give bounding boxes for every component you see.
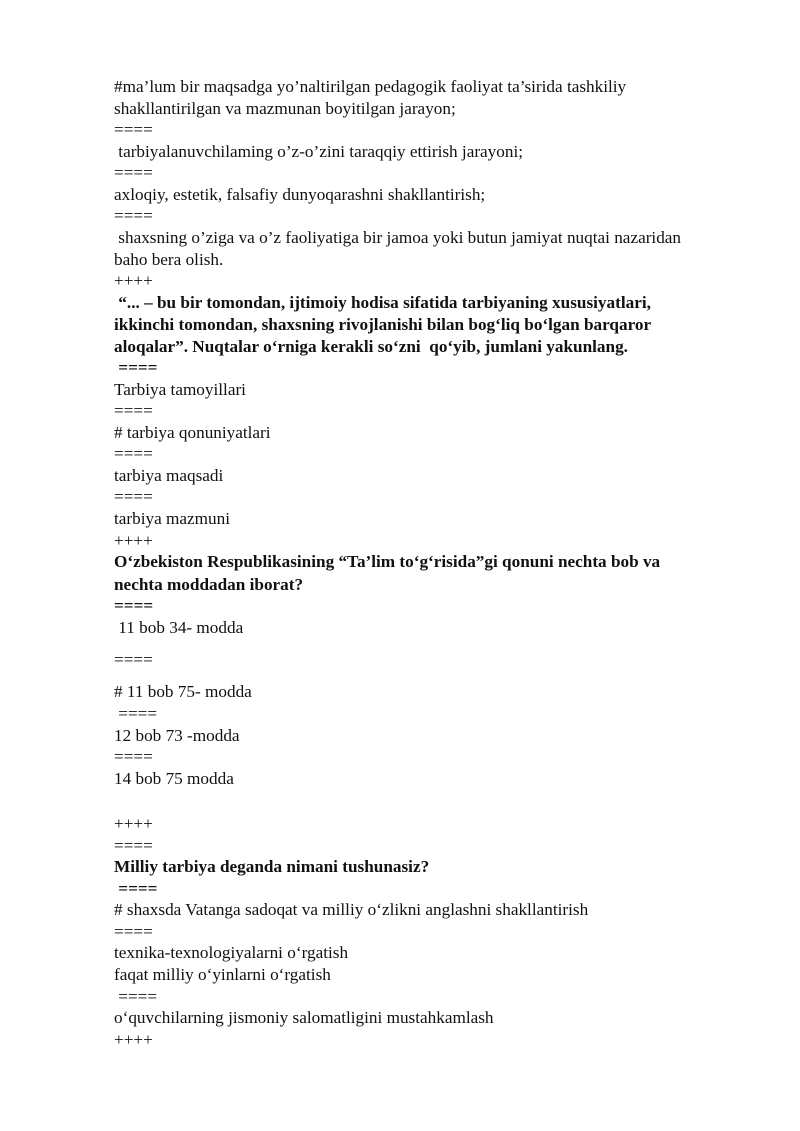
question-text-line: nechta moddadan iborat? <box>114 575 304 594</box>
answer-option-line: o‘quvchilarning jismoniy salomatligini mustahkamlash <box>114 1008 494 1027</box>
question-separator-line: ++++ <box>114 814 153 833</box>
answer-option-line: texnika-texnologiyalarni o‘rgatish <box>114 943 349 962</box>
answer-option-line: shakllantirilgan va mazmunan boyitilgan jarayon; <box>114 99 456 118</box>
separator-line: ==== <box>114 206 153 225</box>
answer-option-line: 14 bob 75 modda <box>114 769 234 788</box>
separator-line: ==== <box>114 163 153 182</box>
separator-line: ==== <box>114 487 153 506</box>
answer-option-line: 12 bob 73 -modda <box>114 726 240 745</box>
separator-line: ==== <box>114 704 158 723</box>
question-text-line: ikkinchi tomondan, shaxsning rivojlanishi bilan bog‘liq bo‘lgan barqaror <box>114 315 652 334</box>
answer-option-line: baho bera olish. <box>114 250 224 269</box>
answer-option-line: 11 bob 34- modda <box>114 618 244 637</box>
answer-option-line: #ma’lum bir maqsadga yo’naltirilgan pedagogik faoliyat ta’sirida tashkiliy <box>114 77 627 96</box>
separator-line: ==== <box>114 596 154 615</box>
answer-option-line: # 11 bob 75- modda <box>114 682 252 701</box>
question-separator-line: ++++ <box>114 1030 153 1049</box>
answer-option-line: tarbiya mazmuni <box>114 509 230 528</box>
question-separator-line: ++++ <box>114 531 153 550</box>
answer-option-line: faqat milliy o‘yinlarni o‘rgatish <box>114 965 331 984</box>
separator-line: ==== <box>114 650 153 669</box>
separator-line: ==== <box>114 879 158 898</box>
answer-option-line: tarbiyalanuvchilaming o’z-o’zini taraqqiy ettirish jarayoni; <box>114 142 524 161</box>
separator-line: ==== <box>114 358 158 377</box>
answer-option-line: axloqiy, estetik, falsafiy dunyoqarashni shakllantirish; <box>114 185 486 204</box>
question-text-line: Milliy tarbiya deganda nimani tushunasiz? <box>114 857 430 876</box>
answer-option-line: # tarbiya qonuniyatlari <box>114 423 271 442</box>
separator-line: ==== <box>114 747 153 766</box>
separator-line: ==== <box>114 836 153 855</box>
separator-line: ==== <box>114 922 153 941</box>
answer-option-line: # shaxsda Vatanga sadoqat va milliy o‘zlikni anglashni shakllantirish <box>114 900 589 919</box>
question-text-line: “... – bu bir tomondan, ijtimoiy hodisa sifatida tarbiyaning xususiyatlari, <box>114 293 651 312</box>
answer-option-line: shaxsning o’ziga va o’z faoliyatiga bir jamoa yoki butun jamiyat nuqtai nazaridan <box>114 228 682 247</box>
separator-line: ==== <box>114 401 153 420</box>
separator-line: ==== <box>114 444 153 463</box>
question-separator-line: ++++ <box>114 271 153 290</box>
question-text-line: aloqalar”. Nuqtalar o‘rniga kerakli so‘zni qo‘yib, jumlani yakunlang. <box>114 337 628 356</box>
answer-option-line: Tarbiya tamoyillari <box>114 380 246 399</box>
question-text-line: O‘zbekiston Respublikasining “Ta’lim to‘g‘risida”gi qonuni nechta bob va <box>114 552 661 571</box>
answer-option-line: tarbiya maqsadi <box>114 466 224 485</box>
separator-line: ==== <box>114 987 158 1006</box>
separator-line: ==== <box>114 120 153 139</box>
